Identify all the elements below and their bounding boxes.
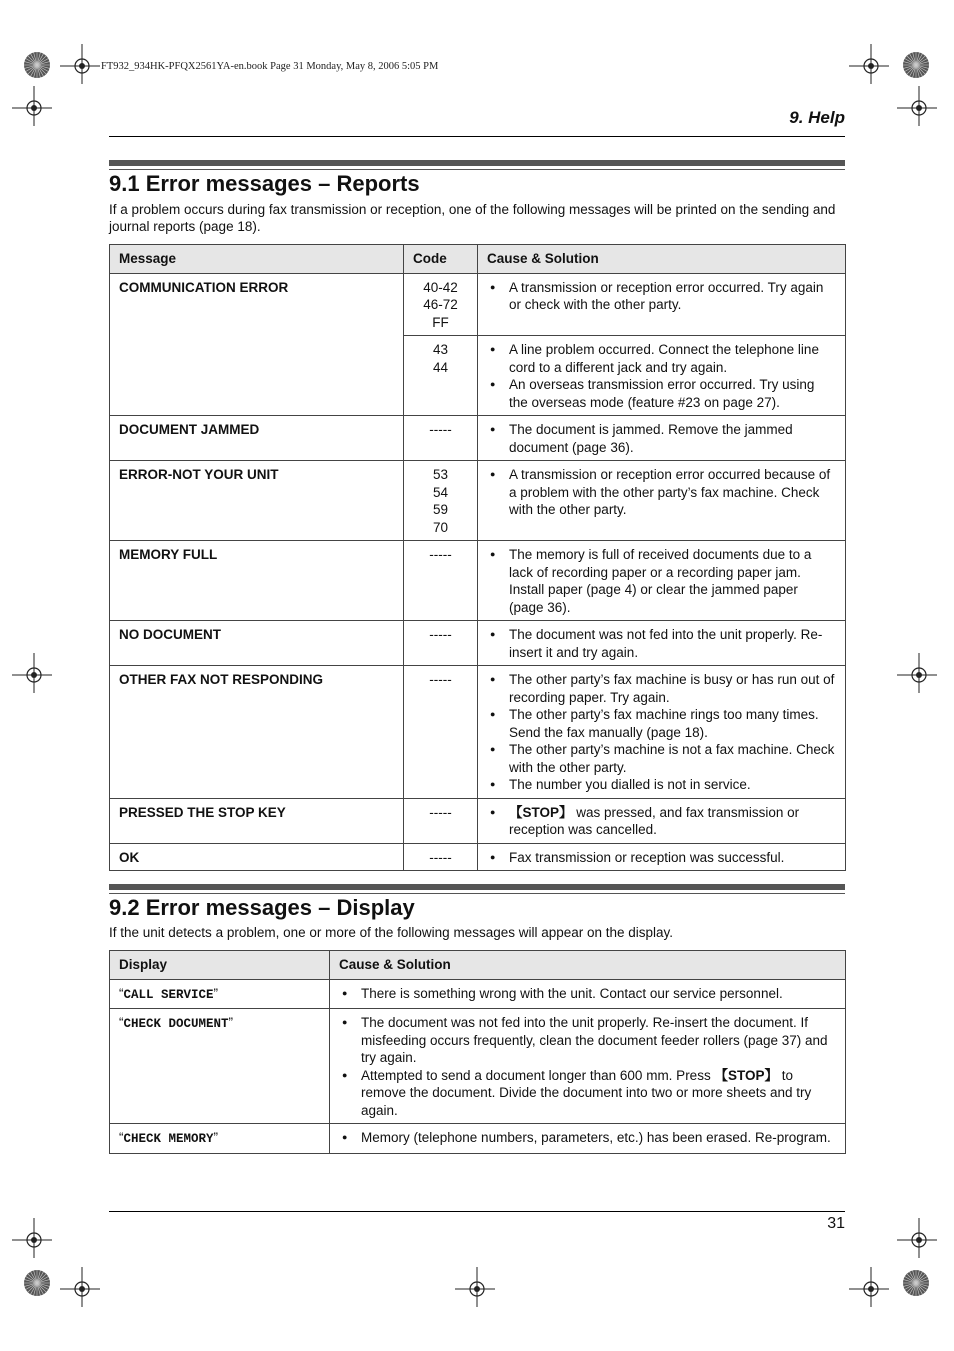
cause-cell [478,621,846,666]
table-header-row [110,245,846,274]
crosshair-mark-icon [849,44,889,84]
section-header: 9. Help [789,108,845,127]
table-header-row [110,951,846,980]
cause-list [487,279,836,314]
page-number: 31 [827,1215,845,1232]
code-value: 40-42 [423,279,458,295]
table-row [110,666,846,799]
message-cell: COMMUNICATION ERROR [110,273,404,416]
code-value: FF [432,314,449,330]
cause-cell [478,461,846,541]
cause-list [487,671,836,794]
cause-cell [478,798,846,843]
col-header-display: Display [110,951,330,980]
cause-item: ● The number you dialled is not in service. [487,776,836,794]
crosshair-mark-icon [12,653,52,693]
code-cell [404,621,478,666]
open-quote: “ [119,1130,124,1145]
code-cell [404,541,478,621]
table-row [110,798,846,843]
code-value: ----- [429,672,452,687]
open-quote: “ [119,985,124,1001]
cause-cell [330,979,846,1009]
close-quote: ” [213,1130,219,1145]
cause-list [487,341,836,411]
col-header-cause: Cause & Solution [330,951,846,980]
open-quote: “ [119,1015,124,1030]
section-bar-thin [109,893,845,894]
color-dial-mark-icon [23,1269,63,1309]
message-cell: NO DOCUMENT [110,621,404,666]
cause-item: ● The other party’s fax machine rings too many times. Send the fax manually (page 18). [487,706,836,741]
section-2-title: 9.2 Error messages – Display [109,895,415,920]
code-value: 46-72 [423,297,458,312]
cause-item: ● Fax transmission or reception was successful. [487,849,836,867]
code-cell [404,273,478,336]
section-1-title: 9.1 Error messages – Reports [109,171,420,196]
crosshair-mark-icon [897,653,937,693]
cause-cell [478,843,846,871]
cause-item: ● A transmission or reception error occurred. Try again or check with the other party. [487,279,836,314]
crosshair-mark-icon [12,86,52,126]
crosshair-mark-icon [897,86,937,126]
code-cell [404,461,478,541]
display-message-cell [110,1009,330,1124]
display-message: CALL SERVICE [123,987,214,1002]
stop-key: 【STOP】 [714,1067,778,1083]
header-rule [109,136,845,137]
table-row [110,1009,846,1124]
close-quote: ” [228,1015,234,1030]
cause-list [487,466,836,519]
cause-cell [478,666,846,799]
cause-item: ● 【STOP】 was pressed, and fax transmission or reception was cancelled. [487,804,836,839]
message-cell: ERROR-NOT YOUR UNIT [110,461,404,541]
code-value: 53 [432,467,449,482]
crosshair-mark-icon [849,1267,889,1307]
code-cell [404,666,478,799]
message-cell: MEMORY FULL [110,541,404,621]
crosshair-mark-icon [60,44,100,84]
table-row [110,541,846,621]
cause-list [487,626,836,661]
code-value: 59 [432,502,449,517]
col-header-message: Message [110,245,404,274]
section-bar [109,160,845,166]
cause-list [487,421,836,456]
code-value: 44 [432,359,449,375]
code-value: ----- [429,627,452,642]
color-dial-mark-icon [23,51,63,91]
crosshair-mark-icon [897,1218,937,1258]
color-dial-mark-icon [902,1269,942,1309]
message-cell: DOCUMENT JAMMED [110,416,404,461]
col-header-code: Code [404,245,478,274]
display-message: CHECK DOCUMENT [123,1017,229,1031]
cause-list [487,546,836,616]
table-row [110,1124,846,1154]
table-row [110,621,846,666]
cause-item: ● The other party’s machine is not a fax machine. Check with the other party. [487,741,836,776]
cause-list [339,1014,836,1119]
section-1-intro: If a problem occurs during fax transmission or reception, one of the following messages will be printed on the sending and journal reports (page 18). [109,202,836,234]
close-quote: ” [213,985,219,1001]
col-header-cause: Cause & Solution [478,245,846,274]
table-row [110,843,846,871]
display-error-table [109,950,846,1154]
message-cell: PRESSED THE STOP KEY [110,798,404,843]
display-message-cell [110,979,330,1009]
cause-cell [478,541,846,621]
stop-key: 【STOP】 [509,804,573,820]
code-value: ----- [429,547,452,562]
cause-item: ● There is something wrong with the unit. Contact our service personnel. [339,985,836,1003]
cause-item: ● The document is jammed. Remove the jammed document (page 36). [487,421,836,456]
table-row [110,979,846,1009]
code-value: 54 [432,484,449,500]
code-cell [404,798,478,843]
cause-item: ● Memory (telephone numbers, parameters, etc.) has been erased. Re-program. [339,1129,836,1147]
cause-item: ● The document was not fed into the unit properly. Re-insert it and try again. [487,626,836,661]
cause-cell [478,336,846,416]
code-value: 70 [432,519,449,535]
code-cell [404,336,478,416]
cause-item: ● The other party’s fax machine is busy or has run out of recording paper. Try again. [487,671,836,706]
cause-list [339,985,836,1003]
code-value: ----- [429,849,452,865]
cause-cell [478,273,846,336]
cause-item: ● The memory is full of received documents due to a lack of recording paper or a recording paper jam. Install paper (page 4) or clear the jammed paper (page 36). [487,546,836,616]
section-bar-thin [109,169,845,170]
book-file-line: FT932_934HK-PFQX2561YA-en.book Page 31 Monday, May 8, 2006 5:05 PM [101,61,439,72]
message-cell: OTHER FAX NOT RESPONDING [110,666,404,799]
crosshair-mark-icon [12,1218,52,1258]
section-2-intro: If the unit detects a problem, one or more of the following messages will appear on the display. [109,925,674,940]
cause-cell [330,1009,846,1124]
reports-error-table [109,244,846,871]
cause-cell [478,416,846,461]
crosshair-mark-icon [455,1267,495,1307]
cause-list [487,849,836,867]
display-message-cell [110,1124,330,1154]
code-value: 43 [432,342,449,357]
section-bar [109,884,845,890]
footer-rule [109,1211,845,1212]
cause-list [339,1129,836,1147]
message-cell: OK [110,843,404,871]
cause-item: ● The document was not fed into the unit properly. Re-insert the document. If misfeeding occurs frequently, clean the document feeder rollers (page 37) and try again. [339,1014,836,1067]
code-cell [404,843,478,871]
code-value: ----- [429,422,452,437]
color-dial-mark-icon [902,51,942,91]
cause-list [487,804,836,839]
table-row [110,273,846,336]
table-row [110,461,846,541]
cause-cell [330,1124,846,1154]
cause-item: ● Attempted to send a document longer than 600 mm. Press 【STOP】 to remove the document. Divide the document into two or more sheets and try again. [339,1067,836,1120]
cause-item: ● An overseas transmission error occurred. Try using the overseas mode (feature #23 on page 27). [487,376,836,411]
code-value: ----- [429,804,452,820]
cause-item: ● A line problem occurred. Connect the telephone line cord to a different jack and try again. [487,341,836,376]
code-cell [404,416,478,461]
display-message: CHECK MEMORY [123,1132,214,1146]
cause-item: ● A transmission or reception error occurred because of a problem with the other party’s fax machine. Check with the other party. [487,466,836,519]
table-row [110,416,846,461]
crosshair-mark-icon [60,1267,100,1307]
